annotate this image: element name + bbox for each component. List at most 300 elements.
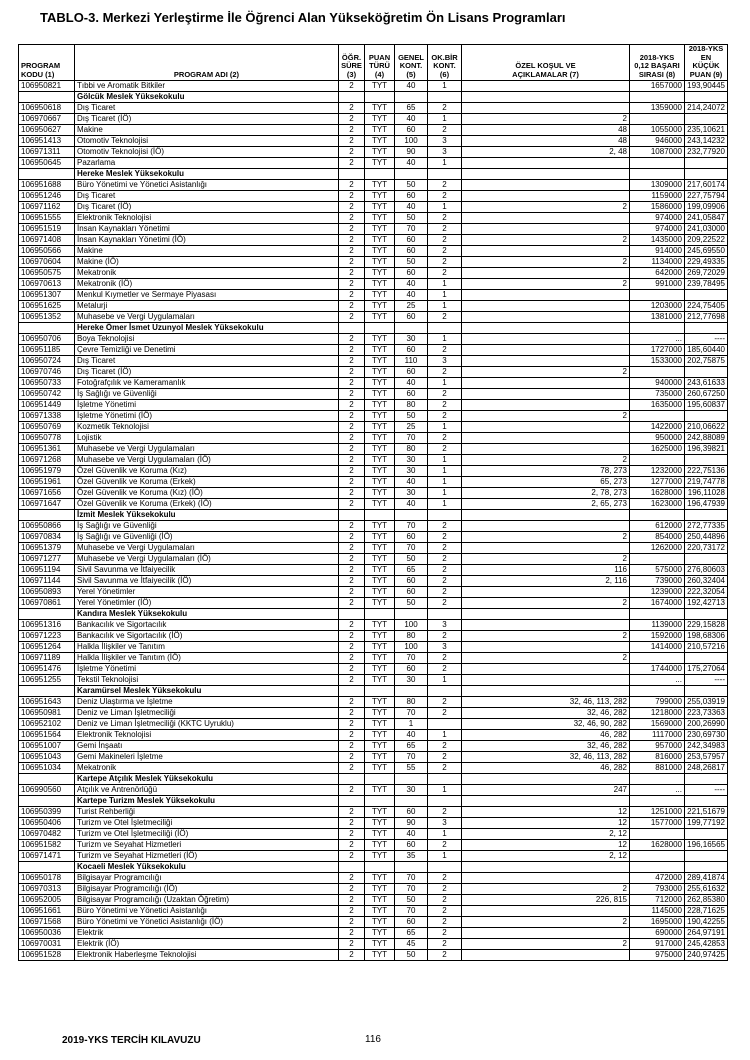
empty-cell: [462, 510, 630, 521]
program-name-cell: Deniz ve Liman İşletmeciliği (KKTC Uyruklu): [75, 719, 339, 730]
program-code-cell: 106970313: [19, 884, 75, 895]
min-score-cell: 276,80603: [685, 565, 728, 576]
program-code-cell: 106950575: [19, 268, 75, 279]
first-quota-cell: 2: [428, 598, 462, 609]
score-type-cell: TYT: [365, 521, 395, 532]
min-score-cell: 243,61633: [685, 378, 728, 389]
program-code-cell: 106951352: [19, 312, 75, 323]
conditions-cell: 46, 282: [462, 763, 630, 774]
program-name-cell: Metalurji: [75, 301, 339, 312]
program-name-cell: Menkul Kıymetler ve Sermaye Piyasası: [75, 290, 339, 301]
general-quota-cell: 40: [395, 279, 428, 290]
program-code-cell: 106950645: [19, 158, 75, 169]
program-name-cell: Muhasebe ve Vergi Uygulamaları (İÖ): [75, 455, 339, 466]
duration-cell: 2: [339, 389, 365, 400]
score-type-cell: TYT: [365, 180, 395, 191]
program-code-cell: 106951519: [19, 224, 75, 235]
conditions-cell: 2: [462, 631, 630, 642]
table-row: [19, 400, 728, 411]
success-rank-cell: 940000: [630, 378, 685, 389]
table-row: [19, 895, 728, 906]
first-quota-cell: 2: [428, 180, 462, 191]
score-type-cell: TYT: [365, 697, 395, 708]
first-quota-cell: 2: [428, 565, 462, 576]
conditions-cell: 2: [462, 114, 630, 125]
table-row: [19, 730, 728, 741]
min-score-cell: 223,73363: [685, 708, 728, 719]
section-row: [19, 92, 728, 103]
min-score-cell: 264,97191: [685, 928, 728, 939]
table-row: [19, 103, 728, 114]
program-name-cell: Atçılık ve Antrenörlüğü: [75, 785, 339, 796]
table-row: [19, 235, 728, 246]
program-code-cell: 106971471: [19, 851, 75, 862]
min-score-cell: [685, 851, 728, 862]
program-code-cell: 106950893: [19, 587, 75, 598]
success-rank-cell: 1435000: [630, 235, 685, 246]
duration-cell: 2: [339, 125, 365, 136]
first-quota-cell: 2: [428, 444, 462, 455]
general-quota-cell: 60: [395, 840, 428, 851]
first-quota-cell: 2: [428, 763, 462, 774]
page-number: 116: [365, 1034, 381, 1045]
header-min-score: 2018-YKS EN KÜÇÜK PUAN (9): [685, 45, 728, 81]
program-name-cell: Pazarlama: [75, 158, 339, 169]
min-score-cell: 199,09906: [685, 202, 728, 213]
first-quota-cell: 2: [428, 433, 462, 444]
first-quota-cell: 1: [428, 301, 462, 312]
min-score-cell: 228,71625: [685, 906, 728, 917]
min-score-cell: 210,57216: [685, 642, 728, 653]
score-type-cell: TYT: [365, 884, 395, 895]
empty-cell: [365, 862, 395, 873]
table-row: [19, 334, 728, 345]
score-type-cell: TYT: [365, 345, 395, 356]
program-name-cell: Mekatronik: [75, 268, 339, 279]
section-row: [19, 796, 728, 807]
table-row: [19, 158, 728, 169]
program-name-cell: Deniz ve Liman İşletmeciliği: [75, 708, 339, 719]
success-rank-cell: 1239000: [630, 587, 685, 598]
score-type-cell: TYT: [365, 268, 395, 279]
min-score-cell: 230,69730: [685, 730, 728, 741]
score-type-cell: TYT: [365, 807, 395, 818]
duration-cell: 2: [339, 829, 365, 840]
first-quota-cell: 2: [428, 631, 462, 642]
conditions-cell: 2: [462, 279, 630, 290]
section-name: Kartepe Atçılık Meslek Yüksekokulu: [75, 774, 339, 785]
empty-cell: [462, 774, 630, 785]
table-row: [19, 422, 728, 433]
duration-cell: 2: [339, 356, 365, 367]
conditions-cell: 2: [462, 917, 630, 928]
empty-cell: [339, 862, 365, 873]
table-header: [19, 45, 728, 81]
conditions-cell: 12: [462, 818, 630, 829]
score-type-cell: TYT: [365, 587, 395, 598]
section-row: [19, 510, 728, 521]
conditions-cell: [462, 378, 630, 389]
conditions-cell: 2: [462, 939, 630, 950]
table-row: [19, 521, 728, 532]
duration-cell: 2: [339, 158, 365, 169]
duration-cell: 2: [339, 895, 365, 906]
program-code-cell: 106970746: [19, 367, 75, 378]
empty-cell: [339, 169, 365, 180]
success-rank-cell: 1159000: [630, 191, 685, 202]
table-row: [19, 653, 728, 664]
program-code-cell: 106970613: [19, 279, 75, 290]
conditions-cell: 2, 48: [462, 147, 630, 158]
empty-cell: [630, 774, 685, 785]
programs-table: [18, 44, 728, 961]
conditions-cell: 2, 12: [462, 829, 630, 840]
score-type-cell: TYT: [365, 642, 395, 653]
first-quota-cell: 1: [428, 422, 462, 433]
score-type-cell: TYT: [365, 675, 395, 686]
general-quota-cell: 50: [395, 598, 428, 609]
first-quota-cell: 2: [428, 213, 462, 224]
duration-cell: 2: [339, 785, 365, 796]
table-row: [19, 246, 728, 257]
conditions-cell: 48: [462, 125, 630, 136]
first-quota-cell: 2: [428, 257, 462, 268]
empty-cell: [685, 774, 728, 785]
empty-cell: [395, 323, 428, 334]
conditions-cell: [462, 290, 630, 301]
empty-cell: [19, 774, 75, 785]
success-rank-cell: 1134000: [630, 257, 685, 268]
general-quota-cell: 80: [395, 444, 428, 455]
table-row: [19, 818, 728, 829]
conditions-cell: [462, 81, 630, 92]
score-type-cell: TYT: [365, 851, 395, 862]
program-name-cell: İş Sağlığı ve Güvenliği: [75, 389, 339, 400]
success-rank-cell: 1203000: [630, 301, 685, 312]
conditions-cell: 2: [462, 202, 630, 213]
program-code-cell: 106950399: [19, 807, 75, 818]
program-name-cell: Halkla İlişkiler ve Tanıtım (İÖ): [75, 653, 339, 664]
table-row: [19, 785, 728, 796]
table-row: [19, 466, 728, 477]
min-score-cell: 198,68306: [685, 631, 728, 642]
min-score-cell: [685, 158, 728, 169]
first-quota-cell: 2: [428, 587, 462, 598]
program-code-cell: 106951007: [19, 741, 75, 752]
program-name-cell: Tıbbi ve Aromatik Bitkiler: [75, 81, 339, 92]
empty-cell: [19, 510, 75, 521]
success-rank-cell: 612000: [630, 521, 685, 532]
section-row: [19, 774, 728, 785]
table-row: [19, 301, 728, 312]
table-row: [19, 433, 728, 444]
score-type-cell: TYT: [365, 543, 395, 554]
program-code-cell: 106951449: [19, 400, 75, 411]
empty-cell: [395, 686, 428, 697]
general-quota-cell: 60: [395, 125, 428, 136]
score-type-cell: TYT: [365, 499, 395, 510]
success-rank-cell: 1577000: [630, 818, 685, 829]
general-quota-cell: 70: [395, 873, 428, 884]
min-score-cell: 242,34983: [685, 741, 728, 752]
min-score-cell: 193,90445: [685, 81, 728, 92]
duration-cell: 2: [339, 642, 365, 653]
program-name-cell: Elektronik Haberleşme Teknolojisi: [75, 950, 339, 961]
conditions-cell: [462, 180, 630, 191]
duration-cell: 2: [339, 224, 365, 235]
min-score-cell: 192,42713: [685, 598, 728, 609]
duration-cell: 2: [339, 543, 365, 554]
success-rank-cell: 854000: [630, 532, 685, 543]
conditions-cell: [462, 928, 630, 939]
duration-cell: 2: [339, 268, 365, 279]
empty-cell: [428, 609, 462, 620]
first-quota-cell: 2: [428, 576, 462, 587]
first-quota-cell: 3: [428, 818, 462, 829]
first-quota-cell: 2: [428, 125, 462, 136]
score-type-cell: TYT: [365, 598, 395, 609]
duration-cell: 2: [339, 521, 365, 532]
empty-cell: [428, 92, 462, 103]
score-type-cell: TYT: [365, 411, 395, 422]
min-score-cell: 240,97425: [685, 950, 728, 961]
score-type-cell: TYT: [365, 224, 395, 235]
empty-cell: [365, 796, 395, 807]
general-quota-cell: 60: [395, 664, 428, 675]
empty-cell: [428, 796, 462, 807]
first-quota-cell: 2: [428, 906, 462, 917]
general-quota-cell: 60: [395, 367, 428, 378]
first-quota-cell: 2: [428, 928, 462, 939]
score-type-cell: TYT: [365, 389, 395, 400]
conditions-cell: [462, 620, 630, 631]
section-name: Karamürsel Meslek Yüksekokulu: [75, 686, 339, 697]
first-quota-cell: 3: [428, 136, 462, 147]
empty-cell: [19, 609, 75, 620]
section-row: [19, 686, 728, 697]
duration-cell: 2: [339, 763, 365, 774]
program-name-cell: Elektrik: [75, 928, 339, 939]
table-row: [19, 444, 728, 455]
program-code-cell: 106951194: [19, 565, 75, 576]
success-rank-cell: 1635000: [630, 400, 685, 411]
min-score-cell: 227,75794: [685, 191, 728, 202]
general-quota-cell: 60: [395, 587, 428, 598]
duration-cell: 2: [339, 191, 365, 202]
duration-cell: 2: [339, 675, 365, 686]
conditions-cell: 2: [462, 653, 630, 664]
table-row: [19, 268, 728, 279]
min-score-cell: 210,06622: [685, 422, 728, 433]
conditions-cell: [462, 587, 630, 598]
empty-cell: [339, 510, 365, 521]
duration-cell: 2: [339, 81, 365, 92]
success-rank-cell: 1533000: [630, 356, 685, 367]
section-row: [19, 169, 728, 180]
conditions-cell: 2: [462, 455, 630, 466]
min-score-cell: 221,51679: [685, 807, 728, 818]
empty-cell: [428, 510, 462, 521]
general-quota-cell: 65: [395, 103, 428, 114]
min-score-cell: 190,42255: [685, 917, 728, 928]
program-name-cell: İş Sağlığı ve Güvenliği (İÖ): [75, 532, 339, 543]
score-type-cell: TYT: [365, 279, 395, 290]
min-score-cell: 219,74778: [685, 477, 728, 488]
first-quota-cell: 2: [428, 873, 462, 884]
general-quota-cell: 1: [395, 719, 428, 730]
min-score-cell: 229,49335: [685, 257, 728, 268]
conditions-cell: 65, 273: [462, 477, 630, 488]
conditions-cell: [462, 675, 630, 686]
duration-cell: 2: [339, 620, 365, 631]
score-type-cell: TYT: [365, 631, 395, 642]
success-rank-cell: 1674000: [630, 598, 685, 609]
program-code-cell: 106950742: [19, 389, 75, 400]
conditions-cell: 32, 46, 90, 282: [462, 719, 630, 730]
program-name-cell: Büro Yönetimi ve Yönetici Asistanlığı: [75, 180, 339, 191]
first-quota-cell: 1: [428, 466, 462, 477]
success-rank-cell: [630, 455, 685, 466]
table-row: [19, 136, 728, 147]
score-type-cell: TYT: [365, 81, 395, 92]
empty-cell: [685, 92, 728, 103]
duration-cell: 2: [339, 939, 365, 950]
general-quota-cell: 90: [395, 147, 428, 158]
empty-cell: [630, 686, 685, 697]
table-row: [19, 279, 728, 290]
score-type-cell: TYT: [365, 719, 395, 730]
duration-cell: 2: [339, 422, 365, 433]
success-rank-cell: [630, 114, 685, 125]
duration-cell: 2: [339, 950, 365, 961]
empty-cell: [685, 510, 728, 521]
first-quota-cell: 1: [428, 785, 462, 796]
success-rank-cell: 974000: [630, 224, 685, 235]
program-code-cell: 106951643: [19, 697, 75, 708]
empty-cell: [462, 169, 630, 180]
success-rank-cell: 1586000: [630, 202, 685, 213]
table-row: [19, 125, 728, 136]
general-quota-cell: 60: [395, 576, 428, 587]
min-score-cell: 185,60440: [685, 345, 728, 356]
general-quota-cell: 60: [395, 312, 428, 323]
program-name-cell: Sivil Savunma ve İtfaiyecilik (İÖ): [75, 576, 339, 587]
conditions-cell: [462, 444, 630, 455]
empty-cell: [685, 323, 728, 334]
conditions-cell: 2: [462, 367, 630, 378]
empty-cell: [462, 92, 630, 103]
table-row: [19, 763, 728, 774]
table-row: [19, 664, 728, 675]
table-body: [19, 81, 728, 961]
success-rank-cell: ...: [630, 334, 685, 345]
score-type-cell: TYT: [365, 477, 395, 488]
page-title: TABLO-3. Merkezi Yerleştirme İle Öğrenci Alan Yükseköğretim Ön Lisans Programları: [40, 10, 566, 25]
conditions-cell: 2: [462, 598, 630, 609]
section-name: Kandıra Meslek Yüksekokulu: [75, 609, 339, 620]
program-name-cell: Dış Ticaret: [75, 356, 339, 367]
program-code-cell: 106971647: [19, 499, 75, 510]
general-quota-cell: 70: [395, 653, 428, 664]
conditions-cell: 2: [462, 257, 630, 268]
table-row: [19, 543, 728, 554]
general-quota-cell: 60: [395, 345, 428, 356]
table-row: [19, 202, 728, 213]
general-quota-cell: 80: [395, 400, 428, 411]
success-rank-cell: 917000: [630, 939, 685, 950]
success-rank-cell: 1657000: [630, 81, 685, 92]
conditions-cell: 12: [462, 840, 630, 851]
empty-cell: [630, 609, 685, 620]
program-code-cell: 106950566: [19, 246, 75, 257]
conditions-cell: 247: [462, 785, 630, 796]
conditions-cell: [462, 433, 630, 444]
program-code-cell: 106950036: [19, 928, 75, 939]
min-score-cell: 272,77335: [685, 521, 728, 532]
first-quota-cell: 1: [428, 81, 462, 92]
table-row: [19, 213, 728, 224]
first-quota-cell: 2: [428, 884, 462, 895]
first-quota-cell: 2: [428, 411, 462, 422]
score-type-cell: TYT: [365, 202, 395, 213]
table-row: [19, 708, 728, 719]
empty-cell: [19, 686, 75, 697]
first-quota-cell: 2: [428, 400, 462, 411]
conditions-cell: 2, 116: [462, 576, 630, 587]
success-rank-cell: 712000: [630, 895, 685, 906]
program-name-cell: Özel Güvenlik ve Koruma (Erkek) (İÖ): [75, 499, 339, 510]
program-name-cell: Elektrik (İÖ): [75, 939, 339, 950]
program-code-cell: 106950778: [19, 433, 75, 444]
empty-cell: [395, 510, 428, 521]
empty-cell: [462, 796, 630, 807]
conditions-cell: 116: [462, 565, 630, 576]
table-row: [19, 114, 728, 125]
score-type-cell: TYT: [365, 653, 395, 664]
score-type-cell: TYT: [365, 763, 395, 774]
program-name-cell: Turizm ve Otel İşletmeciliği: [75, 818, 339, 829]
program-code-cell: 106951034: [19, 763, 75, 774]
first-quota-cell: 1: [428, 488, 462, 499]
min-score-cell: 202,75875: [685, 356, 728, 367]
program-name-cell: İş Sağlığı ve Güvenliği: [75, 521, 339, 532]
min-score-cell: 245,69550: [685, 246, 728, 257]
general-quota-cell: 30: [395, 334, 428, 345]
duration-cell: 2: [339, 114, 365, 125]
success-rank-cell: [630, 158, 685, 169]
first-quota-cell: 1: [428, 158, 462, 169]
conditions-cell: 12: [462, 807, 630, 818]
min-score-cell: ----: [685, 785, 728, 796]
min-score-cell: 262,85380: [685, 895, 728, 906]
empty-cell: [339, 774, 365, 785]
program-name-cell: Tekstil Teknolojisi: [75, 675, 339, 686]
program-code-cell: 106951379: [19, 543, 75, 554]
program-name-cell: Dış Ticaret (İÖ): [75, 367, 339, 378]
general-quota-cell: 45: [395, 939, 428, 950]
first-quota-cell: 1: [428, 279, 462, 290]
section-name: Kartepe Turizm Meslek Yüksekokulu: [75, 796, 339, 807]
empty-cell: [365, 323, 395, 334]
general-quota-cell: 30: [395, 488, 428, 499]
program-code-cell: 106950724: [19, 356, 75, 367]
empty-cell: [630, 510, 685, 521]
program-code-cell: 106951555: [19, 213, 75, 224]
program-code-cell: 106951246: [19, 191, 75, 202]
empty-cell: [462, 862, 630, 873]
empty-cell: [630, 796, 685, 807]
score-type-cell: TYT: [365, 356, 395, 367]
